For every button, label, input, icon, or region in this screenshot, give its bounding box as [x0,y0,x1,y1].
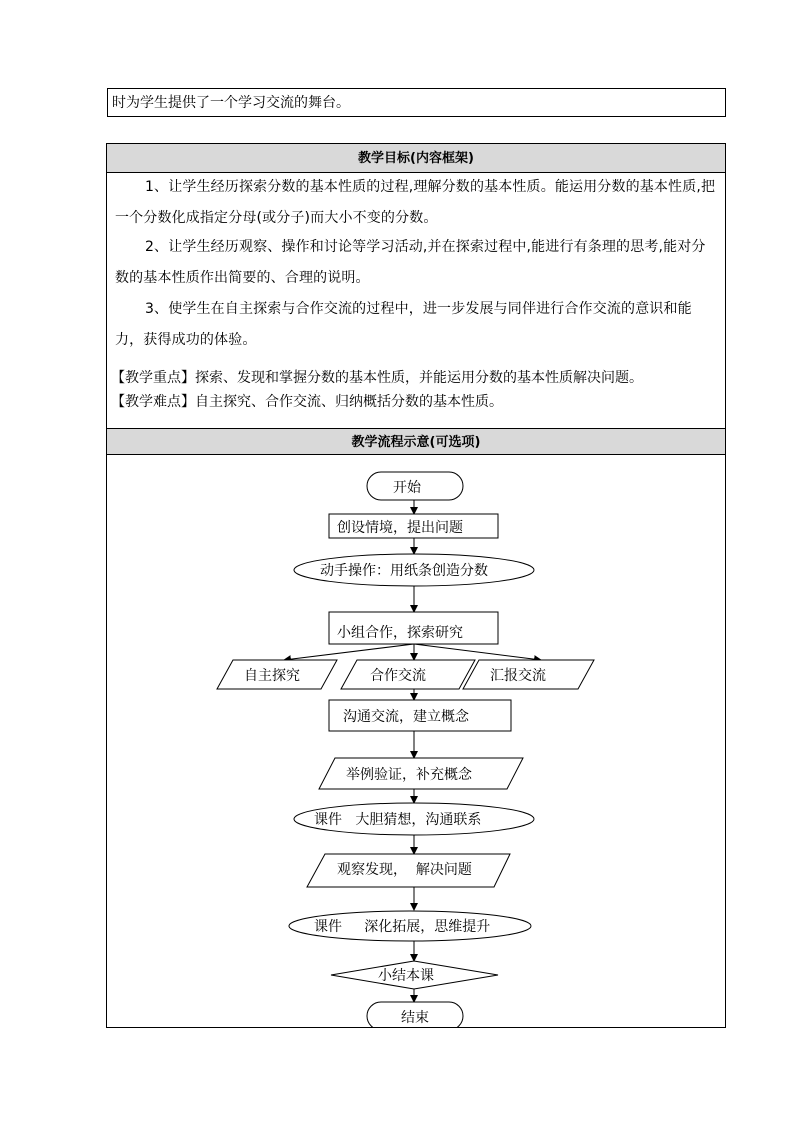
cooperate-label: 合作交流 [370,668,426,684]
difficulty-point: 【教学难点】自主探究、合作交流、归纳概括分数的基本性质。 [111,394,503,410]
examples-label: 举例验证，补充概念 [346,767,472,783]
report-label: 汇报交流 [490,668,546,684]
end-label: 结束 [401,1010,429,1026]
start-label: 开始 [393,480,421,496]
flow-heading: 教学流程示意(可选项) [107,428,725,455]
continuation-text: 时为学生提供了一个学习交流的舞台。 [112,95,350,111]
objective-item-2: 2、让学生经历观察、操作和讨论等学习活动,并在探索过程中,能进行有条理的思考,能对分数的基本性质作出简要的、合理的说明。 [115,239,706,286]
concept-label: 沟通交流，建立概念 [343,709,469,725]
objective-item-1: 1、让学生经历探索分数的基本性质的过程,理解分数的基本性质。能运用分数的基本性质,把一个分数化成指定分母(或分子)而大小不变的分数。 [115,179,716,226]
observe-label: 观察发现， 解决问题 [337,862,472,878]
key-point: 【教学重点】探索、发现和掌握分数的基本性质，并能运用分数的基本性质解决问题。 [111,370,643,386]
flowchart [107,144,725,1027]
objectives-heading: 教学目标(内容框架) [107,144,725,173]
situation-label: 创设情境，提出问题 [337,520,463,536]
arrow-group-self [284,644,414,660]
summary-label: 小结本课 [378,968,434,984]
self-explore-label: 自主探究 [244,668,300,684]
arrow-group-report [414,644,541,660]
courseware1-label: 课件 大胆猜想，沟通联系 [314,812,482,828]
objective-item-3: 3、使学生在自主探索与合作交流的过程中，进一步发展与同伴进行合作交流的意识和能力，获得成功的体验。 [115,301,692,348]
group-label: 小组合作，探索研究 [337,625,463,641]
lesson-plan-table [106,143,726,1028]
courseware2-label: 课件 深化拓展，思维提升 [314,919,491,935]
continuation-box [107,88,726,117]
handson-label: 动手操作：用纸条创造分数 [320,563,488,579]
